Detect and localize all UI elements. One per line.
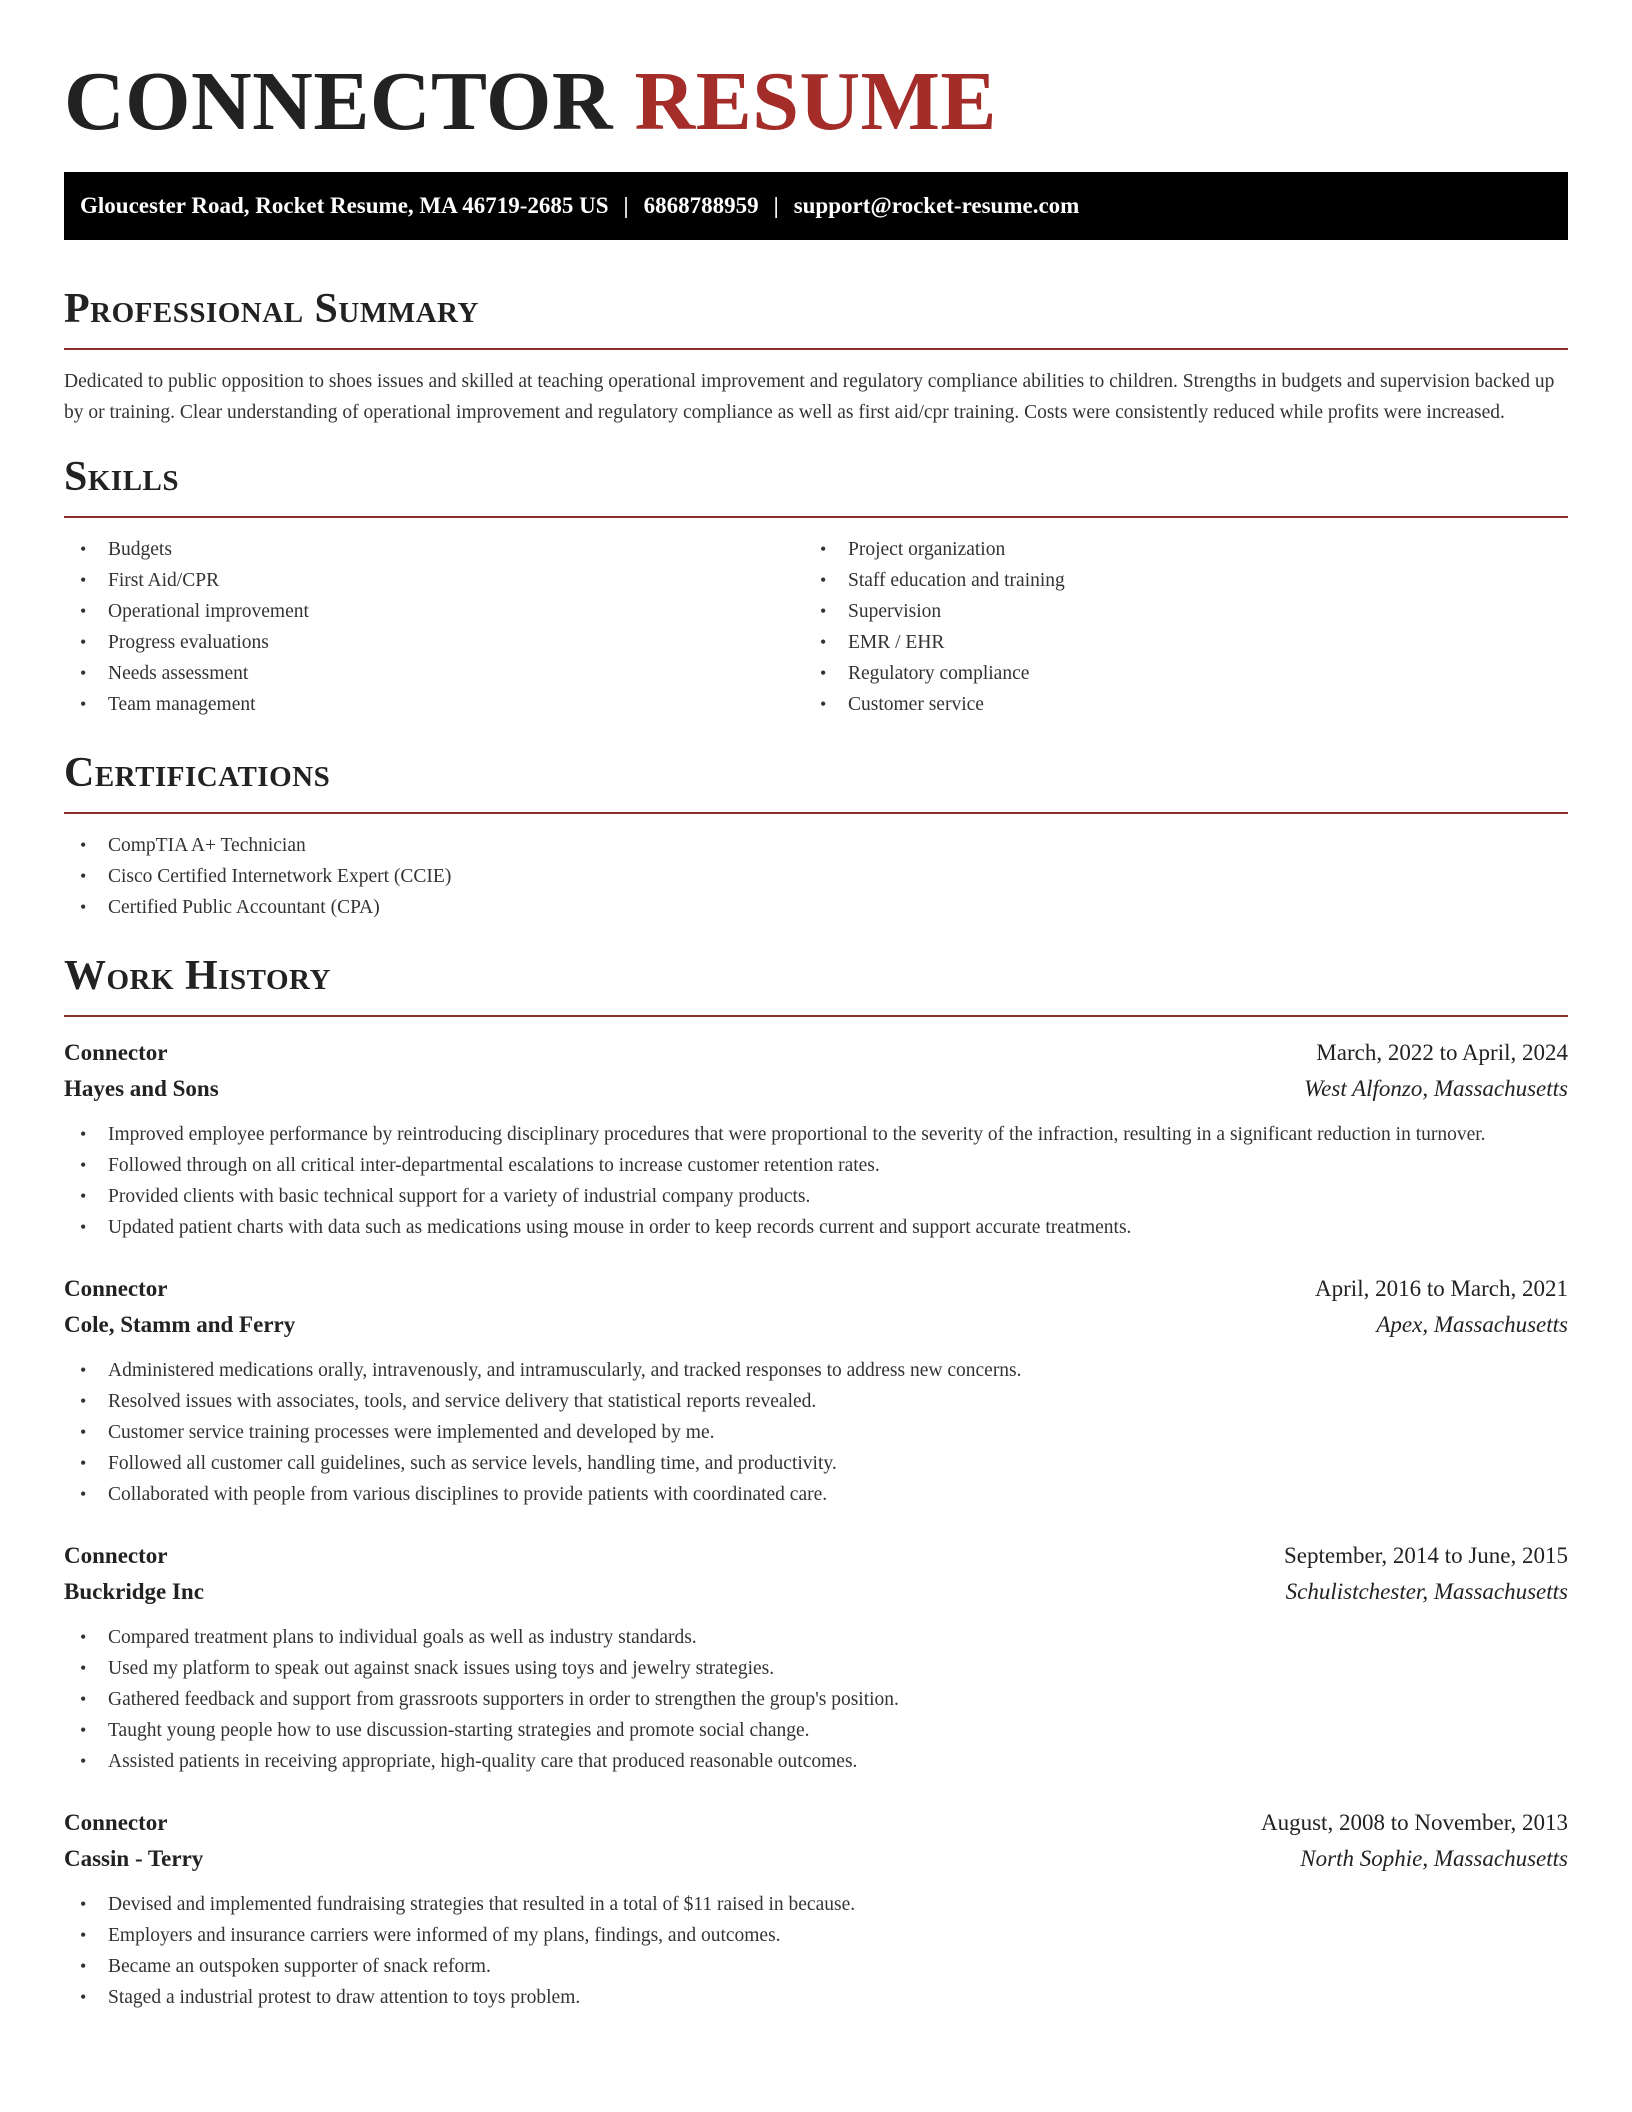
- job-bullets: [64, 1355, 1568, 1510]
- job-header-row: [64, 1271, 1568, 1307]
- job-bullet: • Administered medications orally, intravenously, and intramuscularly, and tracked responses to address new concerns.: [64, 1355, 1568, 1386]
- job-location: Apex, Massachusetts: [1376, 1312, 1568, 1337]
- contact-bar: [64, 172, 1568, 240]
- section-title-work-history: Work History: [64, 953, 331, 999]
- job-location: North Sophie, Massachusetts: [1300, 1846, 1568, 1871]
- job-bullet: • Followed through on all critical inter-departmental escalations to increase customer retention rates.: [64, 1150, 1568, 1181]
- contact-separator: |: [623, 193, 629, 218]
- certification-item: • Cisco Certified Internetwork Expert (CCIE): [64, 861, 1568, 892]
- job-company: Cassin - Terry: [64, 1846, 204, 1871]
- certifications-list: [64, 830, 1568, 923]
- job-bullet: • Employers and insurance carriers were informed of my plans, findings, and outcomes.: [64, 1920, 1568, 1951]
- skill-item: • First Aid/CPR: [64, 565, 804, 596]
- job-bullet: • Devised and implemented fundraising strategies that resulted in a total of $11 raised in because.: [64, 1889, 1568, 1920]
- job-location: Schulistchester, Massachusetts: [1285, 1579, 1568, 1604]
- skill-item: • Regulatory compliance: [804, 658, 1544, 689]
- job-title: Connector: [64, 1810, 168, 1835]
- job-title: Connector: [64, 1543, 168, 1568]
- job-title: Connector: [64, 1040, 168, 1065]
- contact-email[interactable]: support@rocket-resume.com: [793, 193, 1080, 218]
- contact-phone: 6868788959: [643, 193, 759, 218]
- resume-name-heading: [64, 56, 1568, 148]
- job-bullets: [64, 1889, 1568, 2013]
- work-history-section: [64, 951, 1568, 2013]
- job-bullet: • Collaborated with people from various disciplines to provide patients with coordinated care.: [64, 1479, 1568, 1510]
- job-bullet: • Customer service training processes were implemented and developed by me.: [64, 1417, 1568, 1448]
- job-bullet: • Followed all customer call guidelines, such as service levels, handling time, and productivity.: [64, 1448, 1568, 1479]
- job-company-row: [64, 1307, 1568, 1343]
- job-title: Connector: [64, 1276, 168, 1301]
- contact-separator: |: [773, 193, 779, 218]
- job-company: Cole, Stamm and Ferry: [64, 1312, 296, 1337]
- name-second: RESUME: [634, 55, 997, 148]
- skill-item: • Project organization: [804, 534, 1544, 565]
- name-first: CONNECTOR: [64, 55, 614, 148]
- job-dates: April, 2016 to March, 2021: [1315, 1276, 1568, 1301]
- section-title-skills: Skills: [64, 454, 180, 500]
- job-bullet: • Compared treatment plans to individual goals as well as industry standards.: [64, 1622, 1568, 1653]
- skill-item: • Customer service: [804, 689, 1544, 720]
- job-header-row: [64, 1805, 1568, 1841]
- skills-list-left: [64, 534, 804, 720]
- skills-list-right: [804, 534, 1544, 720]
- job-bullet: • Became an outspoken supporter of snack reform.: [64, 1951, 1568, 1982]
- job-dates: September, 2014 to June, 2015: [1284, 1543, 1568, 1568]
- section-divider: [64, 348, 1568, 350]
- skill-item: • EMR / EHR: [804, 627, 1544, 658]
- section-divider: [64, 812, 1568, 814]
- job-company: Hayes and Sons: [64, 1076, 219, 1101]
- skill-item: • Budgets: [64, 534, 804, 565]
- job-bullets: [64, 1119, 1568, 1243]
- job-entry: [64, 1035, 1568, 1243]
- job-dates: August, 2008 to November, 2013: [1261, 1810, 1568, 1835]
- skill-item: • Supervision: [804, 596, 1544, 627]
- job-entry: [64, 1805, 1568, 2013]
- job-entry: [64, 1538, 1568, 1777]
- skills-section: [64, 452, 1568, 720]
- job-bullet: • Updated patient charts with data such as medications using mouse in order to keep records current and support accurate treatments.: [64, 1212, 1568, 1243]
- certification-item: • Certified Public Accountant (CPA): [64, 892, 1568, 923]
- job-entry: [64, 1271, 1568, 1510]
- resume-page: [64, 0, 1568, 2013]
- job-bullet: • Provided clients with basic technical support for a variety of industrial company products.: [64, 1181, 1568, 1212]
- contact-address: Gloucester Road, Rocket Resume, MA 46719-2685 US: [80, 193, 609, 218]
- skills-grid: [64, 534, 1568, 720]
- section-title-certifications: Certifications: [64, 750, 331, 796]
- job-bullet: • Taught young people how to use discussion-starting strategies and promote social change.: [64, 1715, 1568, 1746]
- job-bullet: • Resolved issues with associates, tools, and service delivery that statistical reports revealed.: [64, 1386, 1568, 1417]
- job-bullet: • Staged a industrial protest to draw attention to toys problem.: [64, 1982, 1568, 2013]
- job-company-row: [64, 1071, 1568, 1107]
- skill-item: • Needs assessment: [64, 658, 804, 689]
- job-header-row: [64, 1035, 1568, 1071]
- job-bullets: [64, 1622, 1568, 1777]
- skill-item: • Team management: [64, 689, 804, 720]
- section-divider: [64, 516, 1568, 518]
- summary-section: [64, 284, 1568, 428]
- section-divider: [64, 1015, 1568, 1017]
- job-bullet: • Improved employee performance by reintroducing disciplinary procedures that were proportional to the severity of the infraction, resulting in a significant reduction in turnover.: [64, 1119, 1568, 1150]
- skill-item: • Staff education and training: [804, 565, 1544, 596]
- job-header-row: [64, 1538, 1568, 1574]
- job-company: Buckridge Inc: [64, 1579, 204, 1604]
- job-company-row: [64, 1841, 1568, 1877]
- certification-item: • CompTIA A+ Technician: [64, 830, 1568, 861]
- job-bullet: • Assisted patients in receiving appropriate, high-quality care that produced reasonable outcomes.: [64, 1746, 1568, 1777]
- job-dates: March, 2022 to April, 2024: [1316, 1040, 1568, 1065]
- summary-text: Dedicated to public opposition to shoes issues and skilled at teaching operational improvement and regulatory compliance abilities to children. Strengths in budgets and supervision backed up by or training. Clear understanding of operational improvement and regulatory compliance as well as first aid/cpr training. Costs were consistently reduced while profits were increased.: [64, 371, 1555, 423]
- skill-item: • Operational improvement: [64, 596, 804, 627]
- certifications-section: [64, 748, 1568, 923]
- job-bullet: • Used my platform to speak out against snack issues using toys and jewelry strategies.: [64, 1653, 1568, 1684]
- job-bullet: • Gathered feedback and support from grassroots supporters in order to strengthen the group's position.: [64, 1684, 1568, 1715]
- job-location: West Alfonzo, Massachusetts: [1304, 1076, 1568, 1101]
- skill-item: • Progress evaluations: [64, 627, 804, 658]
- section-title-summary: Professional Summary: [64, 286, 479, 332]
- job-company-row: [64, 1574, 1568, 1610]
